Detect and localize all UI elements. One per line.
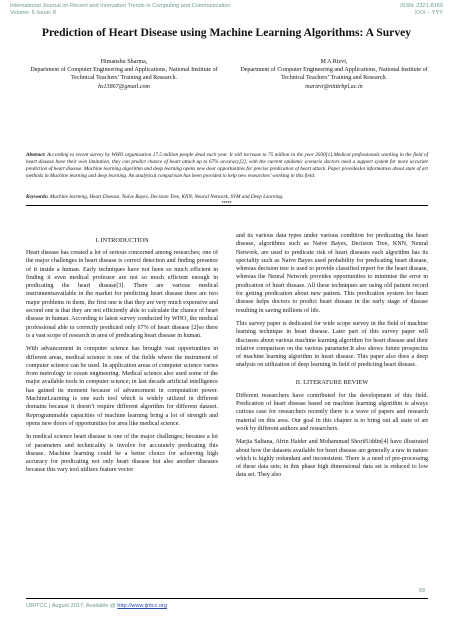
keywords-text: Machine learning, Heart Disease, Naïve Bayes, Decision Tree, KNN, Neural Network, SVM and Deep Learning. <box>49 194 284 200</box>
abstract-text: According to recent survey by WHO organisation 17.5 million people dead each year. It will increase to 75 million in the year 2030[1].Medical professionals working in the field of heart disease have their own limitation, they can predict chance of heart attack up to 67% accuracy[2], with the current epidemic scenario doctors need a support system for more accurate prediction of heart disease. Machine learning algorithm and deep learning opens new door opportunities for precise predication of heart attack. Paper providesIot information about state of art methods in Machine learning and deep learning. An analytical comparison has been provided to help new researches’ working in this field. <box>26 152 429 179</box>
author-name: M A Rizvi, <box>320 59 348 65</box>
volume-issue: Volume: 5 Issue: 8 <box>10 10 57 16</box>
page-range: XXX – YYY <box>414 10 443 16</box>
body-paragraph: In medical science heart disease is one of the major challenges; because a lot of parameters and technicality is involve for accurately predicating this disease. Machine learning could be a better choice for achieving high accuracy for predicating not only heart disease but also another diseases because this vary tool utilizes feature vector <box>26 434 218 474</box>
body-paragraph: Marjia Sultana, Afrin Haider and Mohammad ShorifUddin[4] have illustrated about how the datasets available for heart disease are generally a raw in nature which is highly redundant and inconsistent. There is a need of pre-processing of these data sets; in this phase high dimensional data set is reduced to low data set. They also <box>236 439 428 479</box>
keywords <box>26 194 428 201</box>
author-block-1 <box>24 58 224 91</box>
author-email: hs13867@gmail.com <box>98 83 150 90</box>
section-heading-introduction: I. INTRODUCTION <box>95 237 149 244</box>
separator-stars: ***** <box>221 201 232 207</box>
left-column <box>26 236 218 480</box>
journal-name: International Journal on Recent and Innovation Trends in Computing and Communication <box>10 3 231 9</box>
body-paragraph: Different researchers have contributed for the development of this field. Predication of heart disease based on machine learning algorithm is always curious case for researchers recently there is a wave of papers and research material on this area. Our goal in this chapter is to bring out all state of art work by different authors and researchers. <box>236 392 428 432</box>
section-heading-literature-review: II. LITERATURE REVIEW <box>295 378 369 386</box>
issn: ISSN: 2321-8169 <box>400 3 443 9</box>
page-number: 99 <box>418 588 425 594</box>
abstract <box>26 152 428 180</box>
keywords-label: Keywords: <box>26 194 49 200</box>
author-email: marizvi@nitttrbpl.ac.in <box>305 83 363 90</box>
author-affiliation: Department of Computer Engineering and Applications, National Institute of Technical Teachers’ Training and Research. <box>240 67 428 82</box>
author-name: Himanshu Sharma, <box>100 59 148 65</box>
right-column <box>236 232 428 485</box>
author-affiliation: Department of Computer Engineering and Applications, National Institute of Technical Teachers’ Training and Research. <box>30 67 218 82</box>
footer-rule <box>26 598 428 599</box>
body-paragraph: This survey paper is dedicated for wide scope survey in the field of machine learning technique in heart disease. Later part of this survey paper will discusses about various machine learning algorithm for heart disease and their relative comparison on the various parameter.It also shows future prospectus of machine learning algorithm in heart disease. This paper also does a deep analysis on utilization of deep learning in field of predicting heart disease. <box>236 320 428 369</box>
body-paragraph: With advancement in computer science has brought vast opportunities in different areas, medical science is one of the fields where the instrument of computer science can be used. In application areas of computer science varies from metrology to ocean engineering. Medical science also used some of the major available tools in computer science; in last decade artificial intelligence has gained its moment because of advancement in computation power. MachineLearning is one such tool which is widely utilized in different domains because it doesn’t require different algorithm for different dataset. Reprogrammable capacities of machine learning bring a lot of strength and opens new doors of opportunities for area like medical science. <box>26 346 218 427</box>
body-paragraph: and its various data types under various condition for predicating the heart disease, algorithms such as Naive Bayes, Decision Tree, KNN, Neural Network, are used to predicate risk of heart diseases each algorithm has its speciality such as Naive Bayes used probability for predicating heart disease, whereas decision tree is used to provide classified report for the heart disease, whereas the Neural Network provides opportunities to minimise the error in predication of heart disease. All these techniques are using old patient record for getting predication about new patient. This predication system for heart disease helps doctors to predict heart disease in the early stage of disease resulting in saving millions of life. <box>236 233 428 314</box>
author-block-2 <box>234 58 434 91</box>
footer-link[interactable]: http://www.ijritcc.org <box>117 603 168 609</box>
footer-text: IJRITCC | August 2017, Available @ <box>26 603 118 609</box>
abstract-label: Abstract: <box>26 152 46 158</box>
footer <box>26 603 167 609</box>
body-paragraph: Heart disease has created a lot of serious concerned among researches; one of the major challenges in heart disease is correct detection and finding presence of it inside a human. Early techniques have not been so much efficient in finding it even medical professor are not so much efficient enough in predicating the heart disease[3]. There are various medical instrumentsavailable in the market for predicting heart disease there are two major problems in them, the first one is that they are very much expensive and second one is that they are not efficiently able to calculate the chance of heart disease in human. According to latest survey conducted by WHO, the medical professional able to correctly predicted only 67% of heart disease [2]so there is a vast scope of research in area of predicating heart disease in human. <box>26 250 218 339</box>
paper-title: Prediction of Heart Disease using Machine Learning Algorithms: A Survey <box>41 26 412 39</box>
